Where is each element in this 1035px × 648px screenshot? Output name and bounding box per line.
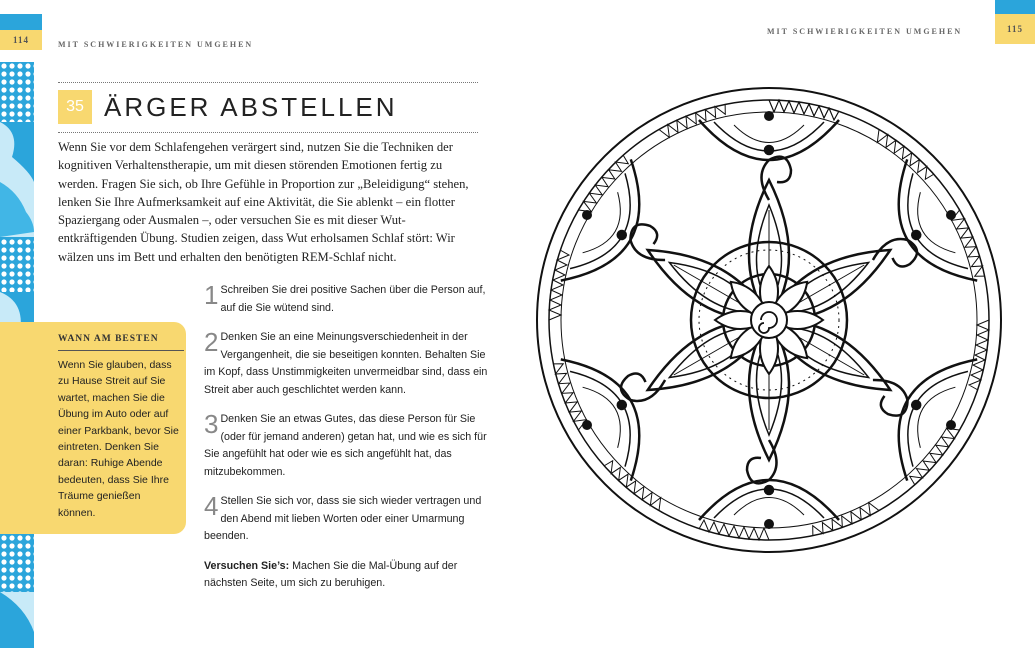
steps-list	[204, 282, 494, 593]
step-number: 3	[204, 409, 219, 439]
step-item	[204, 493, 494, 546]
mandala-illustration	[529, 80, 1009, 565]
try-label: Versuchen Sie’s:	[204, 559, 290, 572]
page-title: ÄRGER ABSTELLEN	[104, 91, 398, 122]
section-title-row	[58, 90, 398, 124]
intro-paragraph: Wenn Sie vor dem Schlafengehen verärgert sind, nutzen Sie die Techniken der kognitiven Verhaltenstherapie, um mit diesen störenden Emotionen fertig zu werden. Fragen Sie sich, ob Ihre Gefühle in Proportion zur „Beleidigung“ stehen, lenken Sie Ihre Aufmerksamkeit auf eine Aktivität, die Sie ablenkt – ein flotter Spaziergang oder Ausmalen –, oder versuchen Sie es mit dieser Wut-entkräftigenden Übung. Studien zeigen, dass Wut erholsamen Schlaf stört: Wir wälzen uns im Bett und erhalten den benötigten REM-Schlaf nicht.	[58, 140, 469, 264]
section-number: 35	[58, 90, 92, 124]
step-text: Denken Sie an eine Meinungsverschiedenheit in der Vergangenheit, die sie beseitigen konnten. Behalten Sie im Kopf, dass Unstimmigkeiten unvermeidbar sind, dass ein Streit aber auch geschlichtet werden kann.	[204, 331, 488, 396]
try-text: Machen Sie die Mal-Übung auf der nächsten Seite, um sich zu beruhigen.	[204, 559, 458, 589]
right-page	[517, 0, 1035, 648]
left-page	[0, 0, 517, 648]
running-head-right: MIT SCHWIERIGKEITEN UMGEHEN	[767, 27, 963, 36]
page-tab-stripe-right	[995, 0, 1035, 14]
sidebar-rule	[58, 350, 184, 351]
step-text: Schreiben Sie drei positive Sachen über die Person auf, auf die Sie wütend sind.	[220, 284, 486, 314]
step-item	[204, 329, 494, 399]
step-number: 4	[204, 491, 219, 521]
sidebar-text: Wenn Sie glauben, dass zu Hause Streit auf Sie wartet, machen Sie die Übung im Auto oder auf einer Parkbank, bevor Sie eintreten. Denken Sie daran: Ruhige Abende bedeuten, dass Sie Ihre Träume genießen können.	[58, 359, 179, 519]
step-number: 1	[204, 280, 219, 310]
page-tab-stripe	[0, 14, 42, 30]
divider-title	[58, 132, 478, 133]
divider-top	[58, 82, 478, 83]
step-text: Stellen Sie sich vor, dass sie sich wieder vertragen und den Abend mit lieben Worten oder einer Umarmung beenden.	[204, 495, 482, 542]
page-number-left: 114	[0, 30, 42, 50]
sidebar-heading: WANN AM BESTEN	[58, 334, 159, 344]
step-item	[204, 411, 494, 481]
step-number: 2	[204, 327, 219, 357]
step-item	[204, 282, 494, 317]
step-text: Denken Sie an etwas Gutes, das diese Person für Sie (oder für jemand anderen) getan hat, und wie es sich für Sie angefühlt hat oder wie es sich angefühlt hat, das mitzubekommen.	[204, 413, 487, 478]
page-number-right: 115	[995, 14, 1035, 44]
try-it-note	[204, 558, 494, 593]
running-head-left: MIT SCHWIERIGKEITEN UMGEHEN	[58, 40, 254, 49]
